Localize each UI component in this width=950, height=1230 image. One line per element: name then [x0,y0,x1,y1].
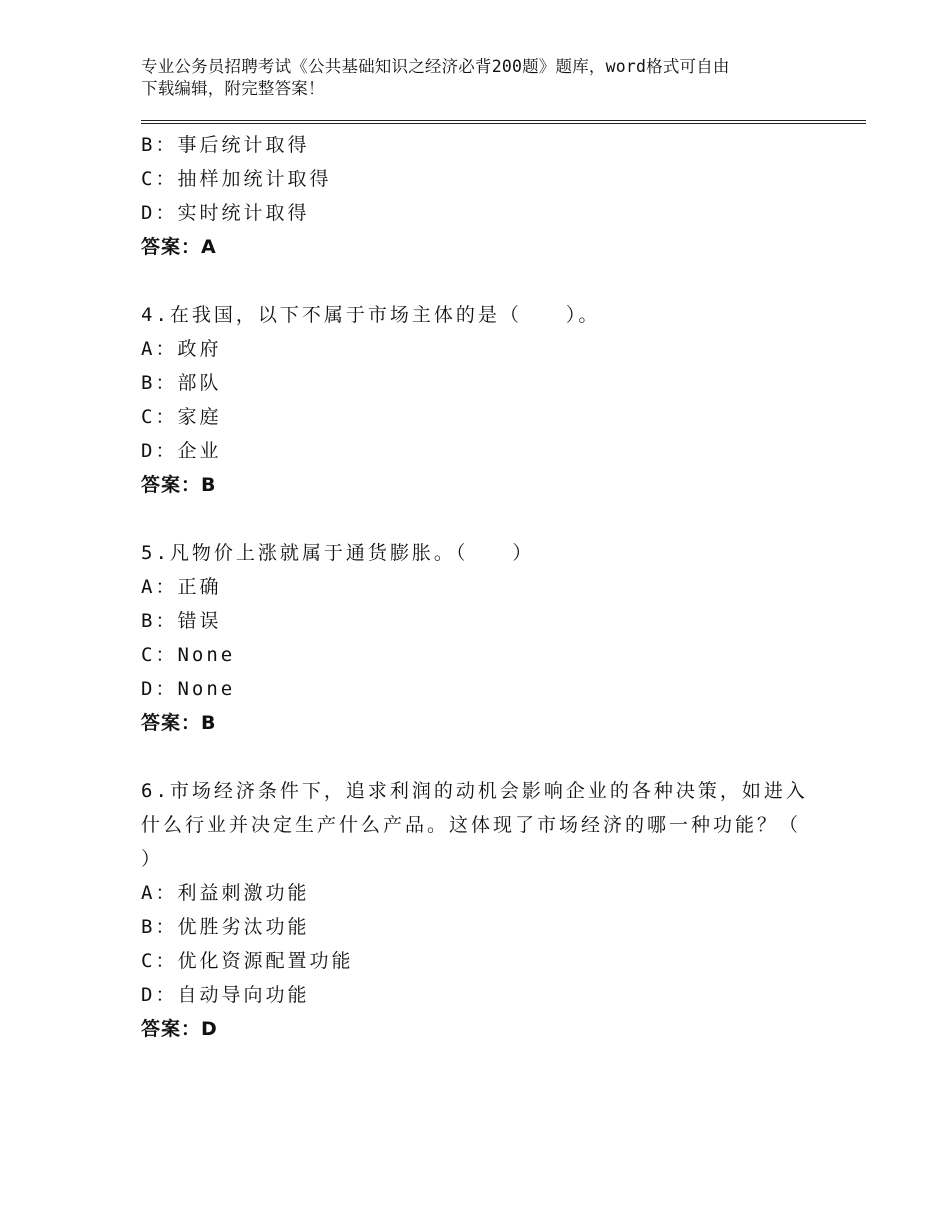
option-a: A：利益刺激功能 [141,882,310,904]
question-list [141,128,808,1046]
header-line-2: 下载编辑，附完整答案！ [141,79,325,98]
question-text-line-1: 6.市场经济条件下，追求利润的动机会影响企业的各种决策，如进入 [141,780,808,802]
option-b: B：事后统计取得 [141,134,310,156]
option-a: A：政府 [141,338,222,360]
question-text: 5.凡物价上涨就属于通货膨胀。（ ） [141,542,535,564]
option-c: C：None [141,644,236,666]
option-b: B：错误 [141,610,222,632]
question-4 [141,298,801,502]
question-text: 4.在我国，以下不属于市场主体的是（ ）。 [141,304,601,326]
answer: 答案：B [141,712,217,734]
answer: 答案：A [141,236,217,258]
question-6 [141,774,808,1046]
question-text-line-3: ） [141,848,164,870]
answer: 答案：D [141,1018,218,1040]
header-line-1: 专业公务员招聘考试《公共基础知识之经济必背200题》题库，word格式可自由 [141,57,730,76]
header-rule-bottom [141,123,866,124]
question-3-continued [141,128,801,264]
option-b: B：优胜劣汰功能 [141,916,310,938]
option-d: D：自动导向功能 [141,984,310,1006]
option-d: D：企业 [141,440,222,462]
answer: 答案：B [141,474,217,496]
option-c: C：抽样加统计取得 [141,168,332,190]
option-d: D：None [141,678,236,700]
option-d: D：实时统计取得 [141,202,310,224]
question-5 [141,536,801,740]
question-text-line-2: 什么行业并决定生产什么产品。这体现了市场经济的哪一种功能？（ [141,814,802,836]
option-b: B：部队 [141,372,222,394]
header-rule-top [141,120,866,121]
option-c: C：优化资源配置功能 [141,950,354,972]
option-c: C：家庭 [141,406,222,428]
page-header [141,56,821,100]
option-a: A：正确 [141,576,222,598]
